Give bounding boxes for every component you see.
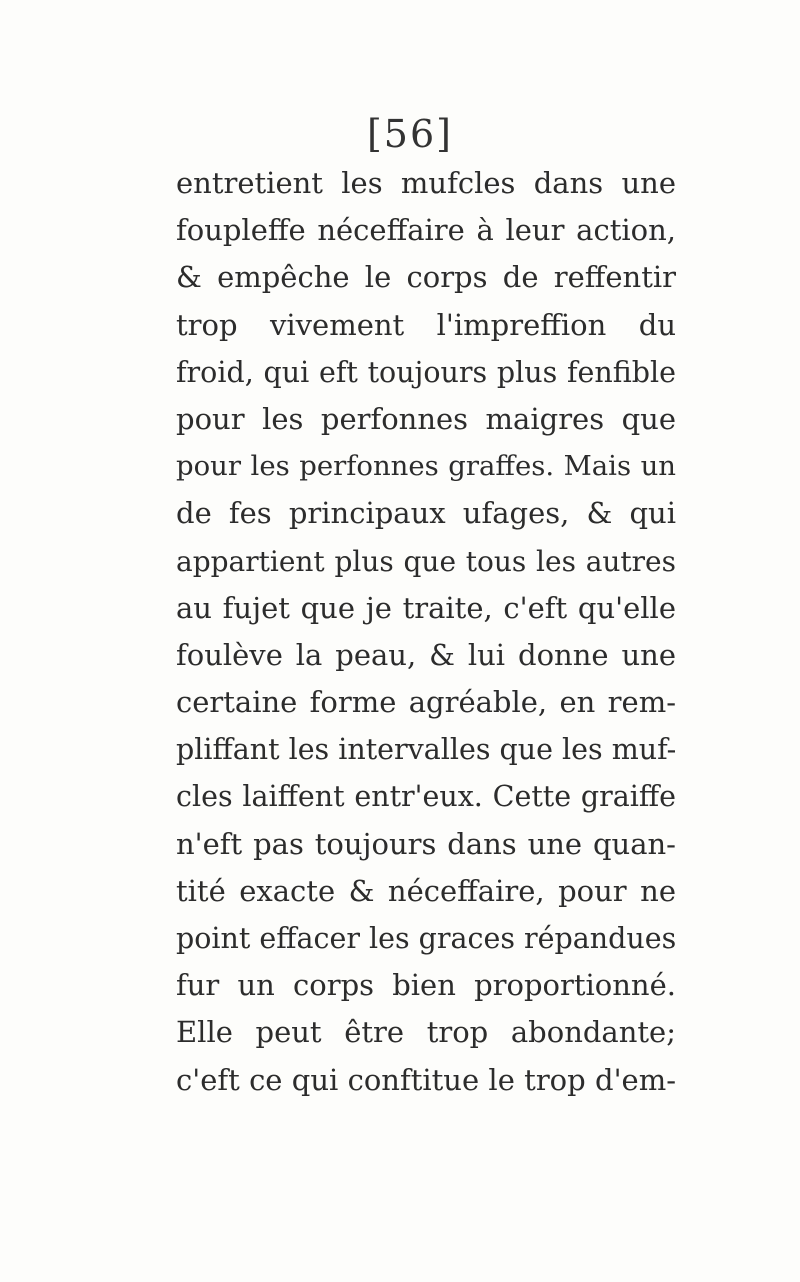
text-line: certaine forme agréable, en rem- [176, 685, 676, 720]
text-line: de fes principaux ufages, & qui [176, 496, 676, 531]
text-line: pour les perfonnes maigres que [176, 401, 676, 436]
text-line: point effacer les graces répandues [176, 922, 677, 955]
text-line: c'eft ce qui conftitue le trop d'em- [176, 1062, 676, 1097]
text-line: cles laiffent entr'eux. Cette graiffe [176, 780, 676, 814]
text-line: pour les perfonnes graffes. Mais un [176, 450, 676, 483]
text-line: entretient les mufcles dans une [176, 166, 676, 200]
text-line: & empêche le corps de reffentir [176, 260, 676, 295]
text-line: trop vivement l'impreffion du [176, 307, 676, 342]
text-line: n'eft pas toujours dans une quan- [176, 826, 676, 861]
text-line: au fujet que je traite, c'eft qu'elle [176, 590, 676, 625]
text-line: Elle peut être trop abondante; [176, 1015, 676, 1050]
text-line: tité exacte & néceffaire, pour ne [176, 873, 676, 908]
text-line: fur un corps bien proportionné. [176, 968, 676, 1003]
text-line: pliffant les intervalles que les muf- [176, 733, 677, 767]
body-text [176, 160, 676, 1104]
text-line: foulève la peau, & lui donne une [176, 637, 676, 672]
text-line: appartient plus que tous les autres [176, 544, 676, 578]
text-line: froid, qui eft toujours plus fenfible [176, 355, 676, 389]
text-line: foupleffe néceffaire à leur action, [176, 213, 676, 248]
page-number: [56] [366, 112, 453, 156]
